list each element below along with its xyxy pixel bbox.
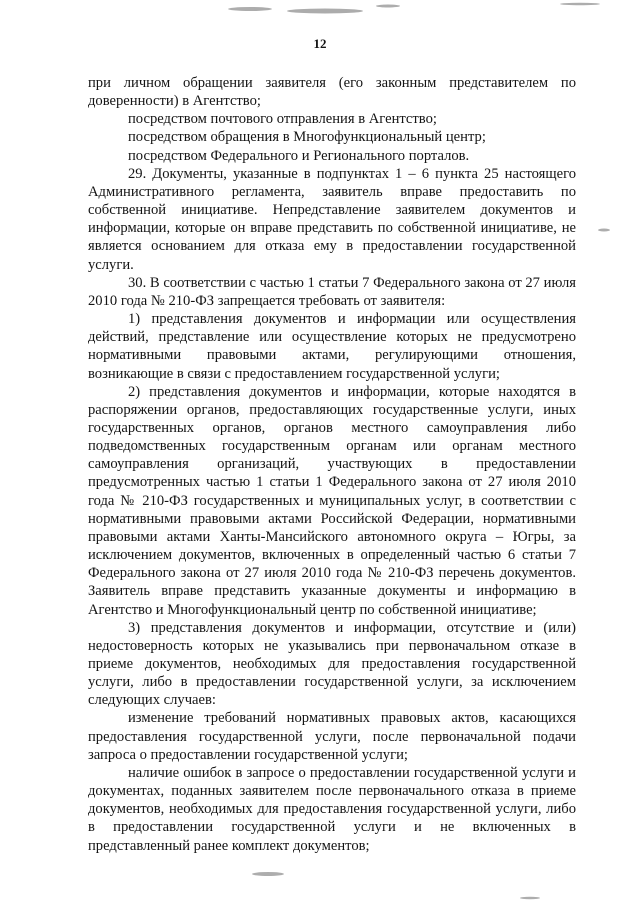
document-body <box>88 74 576 855</box>
paragraph: 29. Документы, указанные в подпунктах 1 – 6 пункта 25 настоящего Административного регламента, заявитель вправе предоставить по собственной инициативе. Непредставление заявителем документов и информации, которые он вправе представить по собственной инициативе, не является основанием для отказа ему в предоставлении государственной услуги. <box>88 165 576 273</box>
paragraph: посредством обращения в Многофункциональный центр; <box>128 129 486 146</box>
paragraph: посредством почтового отправления в Агентство; <box>128 111 437 128</box>
paragraph: 3) представления документов и информации, отсутствие и (или) недостоверность которых не указывались при первоначальном отказе в приеме документов, необходимых для предоставления государственной услуги, либо в предоставлении государственной услуги, за исключением следующих случаев: <box>88 619 576 709</box>
paragraph: при личном обращении заявителя (его законным представителем по доверенности) в Агентство; <box>88 75 576 110</box>
paragraph: наличие ошибок в запросе о предоставлении государственной услуги и документах, поданных заявителем после первоначального отказа в приеме документов, необходимых для предоставления государственной услуги, либо в предоставлении государственной услуги и не включенных в представленный ранее комплект документов; <box>88 764 576 854</box>
paragraph: посредством Федерального и Регионального порталов. <box>128 147 470 164</box>
paragraph: 2) представления документов и информации, которые находятся в распоряжении органов, предоставляющих государственные услуги, иных государственных органов, органов местного самоуправления либо подведомственных государственным органам или органам местного самоуправления организаций, участвующих в предоставлении предусмотренных частью 1 статьи 1 Федерального закона от 27 июля 2010 года № 210-ФЗ государственных и муниципальных услуг, в соответствии с нормативными правовыми актами Российской Федерации, нормативными правовыми актами Ханты-Мансийского автономного округа – Югры, за исключением документов, включенных в определенный частью 6 статьи 7 Федерального закона от 27 июля 2010 года № 210-ФЗ перечень документов. Заявитель вправе представить указанные документы и информацию в Агентство и Многофункциональный центр по собственной инициативе; <box>88 383 576 618</box>
paragraph: 1) представления документов и информации или осуществления действий, представление или осуществление которых не предусмотрено нормативными правовыми актами, регулирующими отношения, возникающие в связи с предоставлением государственной услуги; <box>88 311 576 382</box>
paragraph: изменение требований нормативных правовых актов, касающихся предоставления государственной услуги, после первоначальной подачи запроса о предоставлении государственной услуги; <box>88 710 576 763</box>
page-number: 12 <box>313 36 327 51</box>
paragraph: 30. В соответствии с частью 1 статьи 7 Федерального закона от 27 июля 2010 года № 210-ФЗ запрещается требовать от заявителя: <box>88 274 576 309</box>
